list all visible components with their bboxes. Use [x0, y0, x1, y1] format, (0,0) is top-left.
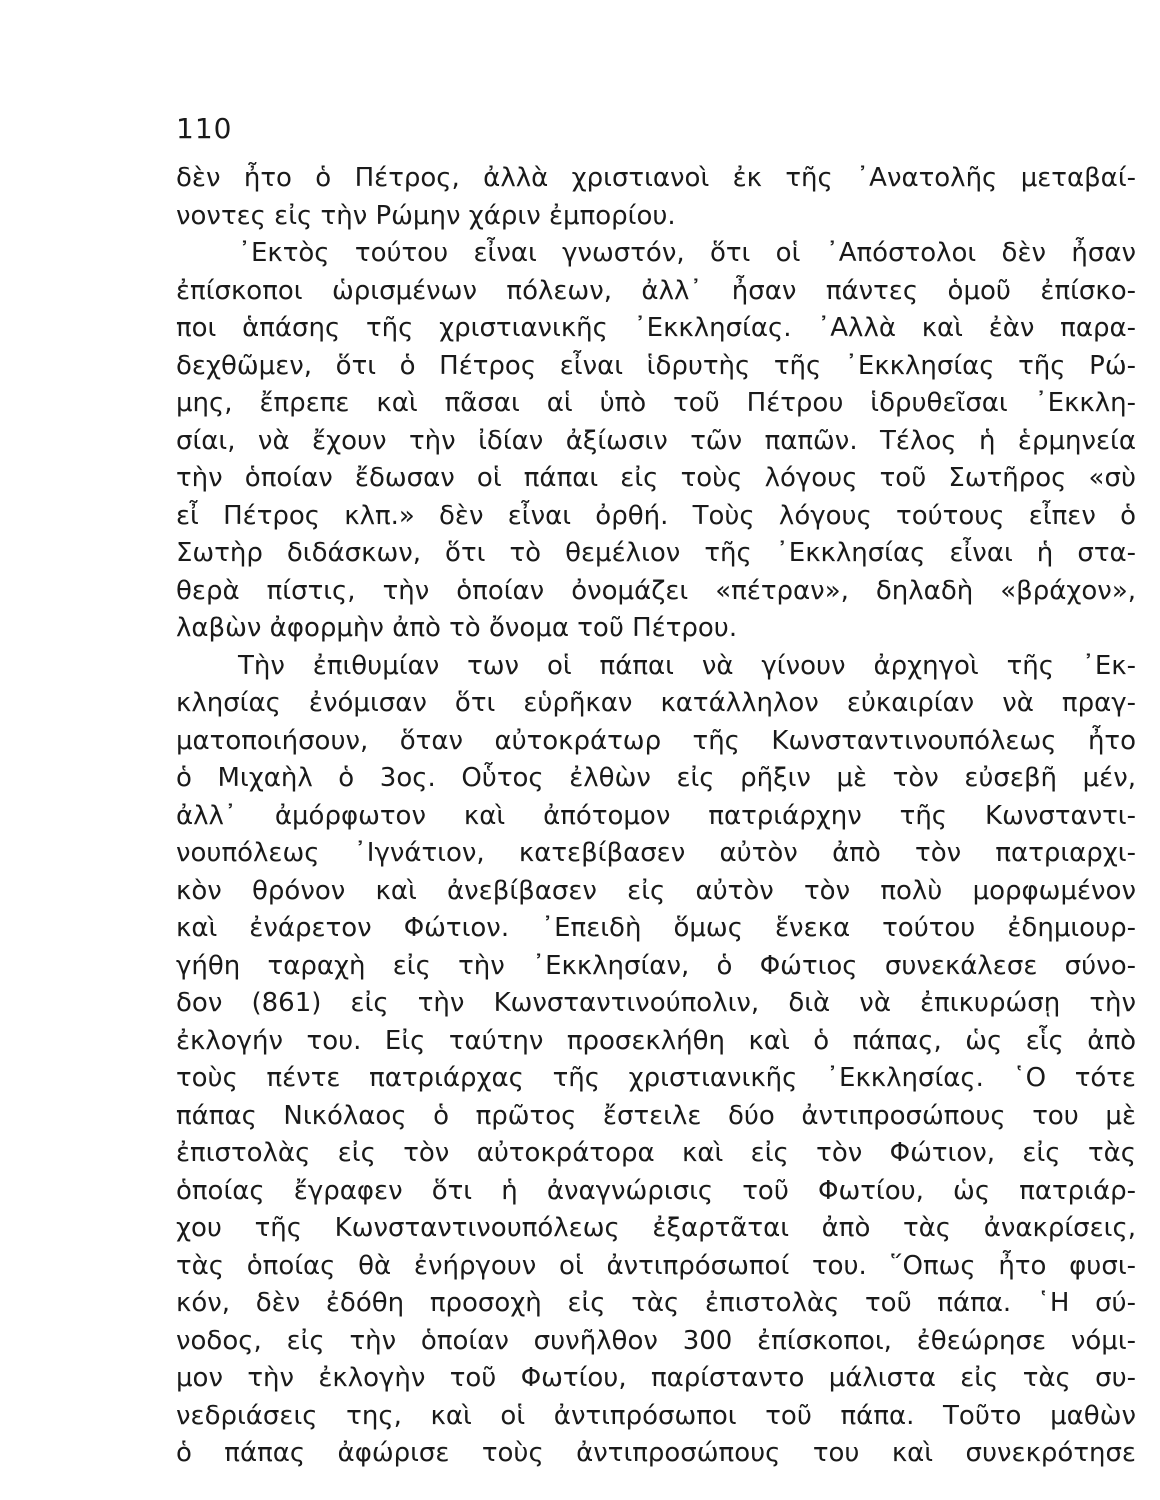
text-line: τὰς ὁποίας θὰ ἐνήργουν οἱ ἀντιπρόσωποί του. ῞Οπως ἦτο φυσι- — [176, 1250, 1136, 1281]
text-line: θερὰ πίστις, τὴν ὁποίαν ὀνομάζει «πέτραν», δηλαδὴ «βράχον», — [176, 575, 1136, 606]
text-line: Σωτὴρ διδάσκων, ὅτι τὸ θεμέλιον τῆς ᾿Εκκλησίας εἶναι ἡ στα- — [176, 538, 1136, 568]
text-line: τοὺς πέντε πατριάρχας τῆς χριστιανικῆς ᾿Εκκλησίας. ῾Ο τότε — [176, 1063, 1136, 1093]
text-line: δὲν ἦτο ὁ Πέτρος, ἀλλὰ χριστιανοὶ ἐκ τῆς ᾿Ανατολῆς μεταβαί- — [176, 163, 1136, 193]
text-line: δον (861) εἰς τὴν Κωνσταντινούπολιν, διὰ νὰ ἐπικυρώσῃ τὴν — [176, 988, 1136, 1018]
text-line: τὴν ὁποίαν ἔδωσαν οἱ πάπαι εἰς τοὺς λόγους τοῦ Σωτῆρος «σὺ — [176, 463, 1136, 493]
text-line: ἀλλ᾿ ἀμόρφωτον καὶ ἀπότομον πατριάρχην τῆς Κωνσταντι- — [176, 800, 1136, 831]
text-line: δεχθῶμεν, ὅτι ὁ Πέτρος εἶναι ἱδρυτὴς τῆς ᾿Εκκλησίας τῆς Ρώ- — [176, 350, 1136, 381]
text-line: νεδριάσεις της, καὶ οἱ ἀντιπρόσωποι τοῦ πάπα. Τοῦτο μαθὼν — [176, 1400, 1136, 1431]
text-line: ἐπιστολὰς εἰς τὸν αὐτοκράτορα καὶ εἰς τὸν Φώτιον, εἰς τὰς — [176, 1138, 1136, 1168]
text-line: σίαι, νὰ ἔχουν τὴν ἰδίαν ἀξίωσιν τῶν παπῶν. Τέλος ἡ ἑρμηνεία — [176, 425, 1136, 456]
text-line: νουπόλεως ᾿Ιγνάτιον, κατεβίβασεν αὐτὸν ἀπὸ τὸν πατριαρχι- — [176, 838, 1136, 868]
text-line: κόν, δὲν ἐδόθη προσοχὴ εἰς τὰς ἐπιστολὰς τοῦ πάπα. ῾Η σύ- — [176, 1288, 1136, 1318]
text-line: εἶ Πέτρος κλπ.» δὲν εἶναι ὀρθή. Τοὺς λόγους τούτους εἶπεν ὁ — [176, 500, 1136, 531]
text-line: πάπας Νικόλαος ὁ πρῶτος ἔστειλε δύο ἀντιπροσώπους του μὲ — [176, 1100, 1136, 1131]
body-text — [176, 160, 1136, 1473]
text-line: ἐκλογήν του. Εἰς ταύτην προσεκλήθη καὶ ὁ πάπας, ὡς εἷς ἀπὸ — [176, 1025, 1136, 1056]
text-line: ἐπίσκοποι ὡρισμένων πόλεων, ἀλλ᾿ ἦσαν πάντες ὁμοῦ ἐπίσκο- — [176, 275, 1136, 306]
text-line: ὁποίας ἔγραφεν ὅτι ἡ ἀναγνώρισις τοῦ Φωτίου, ὡς πατριάρ- — [176, 1175, 1136, 1206]
text-line: λαβὼν ἀφορμὴν ἀπὸ τὸ ὄνομα τοῦ Πέτρου. — [176, 613, 738, 643]
text-line: κλησίας ἐνόμισαν ὅτι εὑρῆκαν κατάλληλον εὐκαιρίαν νὰ πραγ- — [176, 688, 1136, 718]
text-line: ματοποιήσουν, ὅταν αὐτοκράτωρ τῆς Κωνσταντινουπόλεως ἦτο — [176, 725, 1136, 756]
text-line: κὸν θρόνον καὶ ἀνεβίβασεν εἰς αὐτὸν τὸν πολὺ μορφωμένον — [176, 875, 1136, 906]
text-line: μης, ἔπρεπε καὶ πᾶσαι αἱ ὑπὸ τοῦ Πέτρου ἱδρυθεῖσαι ᾿Εκκλη- — [176, 388, 1136, 418]
text-line: γήθη ταραχὴ εἰς τὴν ᾿Εκκλησίαν, ὁ Φώτιος συνεκάλεσε σύνο- — [176, 950, 1136, 981]
text-line: Τὴν ἐπιθυμίαν των οἱ πάπαι νὰ γίνουν ἀρχηγοὶ τῆς ᾿Εκ- — [238, 650, 1136, 681]
text-line: ὁ πάπας ἀφώρισε τοὺς ἀντιπροσώπους του καὶ συνεκρότησε — [176, 1438, 1136, 1468]
text-line: χου τῆς Κωνσταντινουπόλεως ἐξαρτᾶται ἀπὸ τὰς ἀνακρίσεις, — [176, 1213, 1136, 1243]
text-line: ᾿Εκτὸς τούτου εἶναι γνωστόν, ὅτι οἱ ᾿Απόστολοι δὲν ἦσαν — [238, 238, 1136, 268]
text-line: καὶ ἐνάρετον Φώτιον. ᾿Επειδὴ ὅμως ἕνεκα τούτου ἐδημιουρ- — [176, 913, 1136, 943]
text-line: ὁ Μιχαὴλ ὁ 3ος. Οὗτος ἐλθὼν εἰς ρῆξιν μὲ τὸν εὐσεβῆ μέν, — [176, 763, 1136, 793]
text-line: ποι ἁπάσης τῆς χριστιανικῆς ᾿Εκκλησίας. ᾿Αλλὰ καὶ ἐὰν παρα- — [176, 313, 1136, 343]
text-line: μον τὴν ἐκλογὴν τοῦ Φωτίου, παρίσταντο μάλιστα εἰς τὰς συ- — [176, 1363, 1136, 1393]
page-number: 110 — [176, 112, 233, 145]
text-line: νοντες εἰς τὴν Ρώμην χάριν ἐμπορίου. — [176, 200, 676, 231]
text-line: νοδος, εἰς τὴν ὁποίαν συνῆλθον 300 ἐπίσκοποι, ἐθεώρησε νόμι- — [176, 1325, 1136, 1356]
